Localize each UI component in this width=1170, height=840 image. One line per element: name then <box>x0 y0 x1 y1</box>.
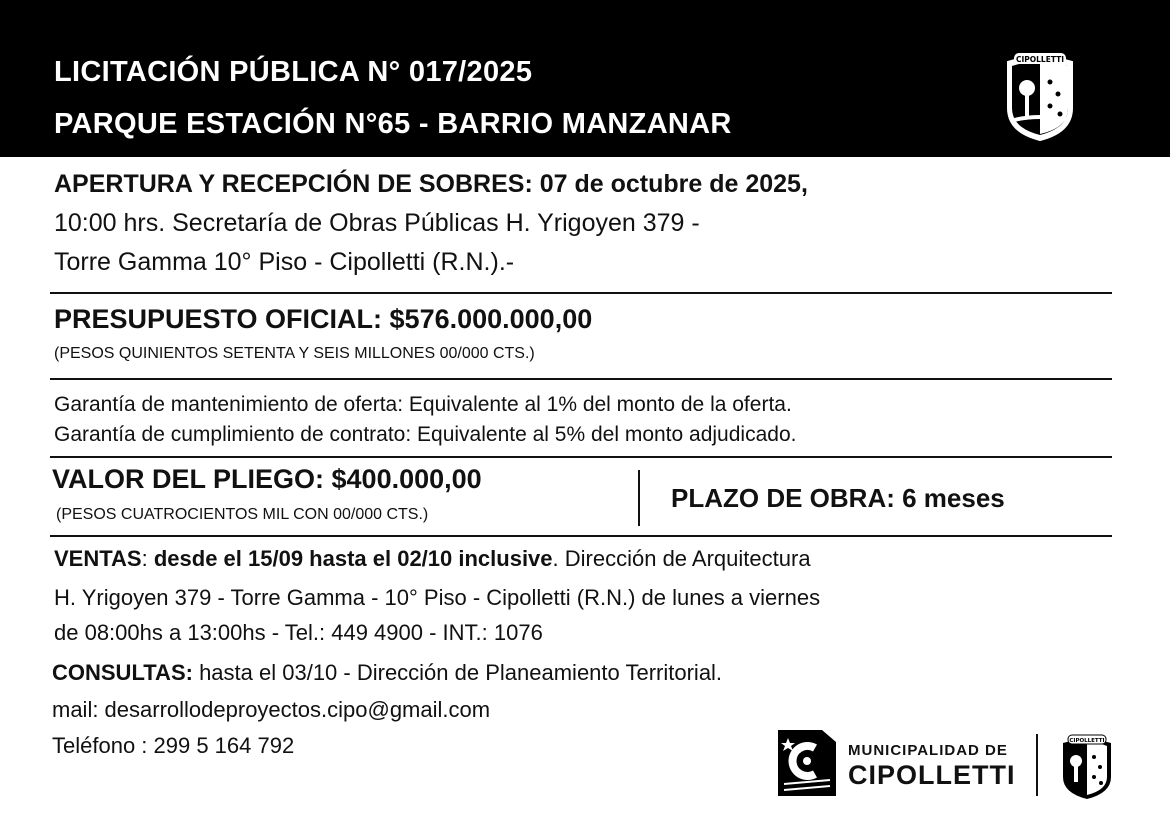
ventas-colon: : <box>141 546 154 571</box>
logo-text-cipolletti: CIPOLLETTI <box>848 760 1016 790</box>
consultas-phone: Teléfono : 299 5 164 792 <box>52 733 295 758</box>
cipolletti-crest-icon <box>1000 48 1080 144</box>
municipality-logo-icon <box>778 728 836 798</box>
svg-text:CIPOLLETTI: CIPOLLETTI <box>1015 55 1065 64</box>
consultas-label: CONSULTAS: <box>52 660 193 685</box>
ventas-line1 <box>54 546 811 572</box>
divider <box>50 456 1112 458</box>
garantia-cumplimiento: Garantía de cumplimiento de contrato: Equivalente al 5% del monto adjudicado. <box>54 423 797 446</box>
ventas-hours: de 08:00hs a 13:00hs - Tel.: 449 4900 - INT.: 1076 <box>54 620 543 645</box>
garantia-mantenimiento: Garantía de mantenimiento de oferta: Equivalente al 1% del monto de la oferta. <box>54 393 792 416</box>
logo-text-municipalidad: MUNICIPALIDAD DE <box>848 742 1008 759</box>
presupuesto-oficial: PRESUPUESTO OFICIAL: $576.000.000,00 <box>54 304 593 334</box>
ventas-dates: desde el 15/09 hasta el 02/10 inclusive <box>153 546 553 571</box>
pliego-words: (PESOS CUATROCIENTOS MIL CON 00/000 CTS.) <box>56 506 429 523</box>
apertura-location: Torre Gamma 10° Piso - Cipolletti (R.N.).- <box>54 248 515 276</box>
tender-number-title: LICITACIÓN PÚBLICA N° 017/2025 <box>54 56 533 88</box>
divider <box>50 292 1112 294</box>
divider <box>50 378 1112 380</box>
consultas-line <box>52 660 722 686</box>
logo-divider <box>1036 734 1038 796</box>
divider <box>50 535 1112 537</box>
plazo-obra: PLAZO DE OBRA: 6 meses <box>671 483 1005 513</box>
header-banner <box>0 0 1170 157</box>
svg-text:CIPOLLETTI: CIPOLLETTI <box>1069 738 1105 744</box>
ventas-office: . Dirección de Arquitectura <box>552 546 811 571</box>
ventas-label: VENTAS <box>54 546 142 571</box>
apertura-heading: APERTURA Y RECEPCIÓN DE SOBRES: 07 de octubre de 2025, <box>54 170 808 198</box>
valor-pliego: VALOR DEL PLIEGO: $400.000,00 <box>52 464 482 494</box>
apertura-details: 10:00 hrs. Secretaría de Obras Públicas H. Yrigoyen 379 - <box>54 209 700 237</box>
ventas-address: H. Yrigoyen 379 - Torre Gamma - 10° Piso - Cipolletti (R.N.) de lunes a viernes <box>54 585 821 610</box>
presupuesto-words: (PESOS QUINIENTOS SETENTA Y SEIS MILLONES 00/000 CTS.) <box>54 345 535 362</box>
project-name-title: PARQUE ESTACIÓN N°65 - BARRIO MANZANAR <box>54 108 732 140</box>
cipolletti-crest-icon <box>1058 733 1116 801</box>
consultas-email: mail: desarrollodeproyectos.cipo@gmail.com <box>52 697 491 722</box>
consultas-details: hasta el 03/10 - Dirección de Planeamiento Territorial. <box>192 660 723 685</box>
vertical-divider <box>638 470 640 526</box>
